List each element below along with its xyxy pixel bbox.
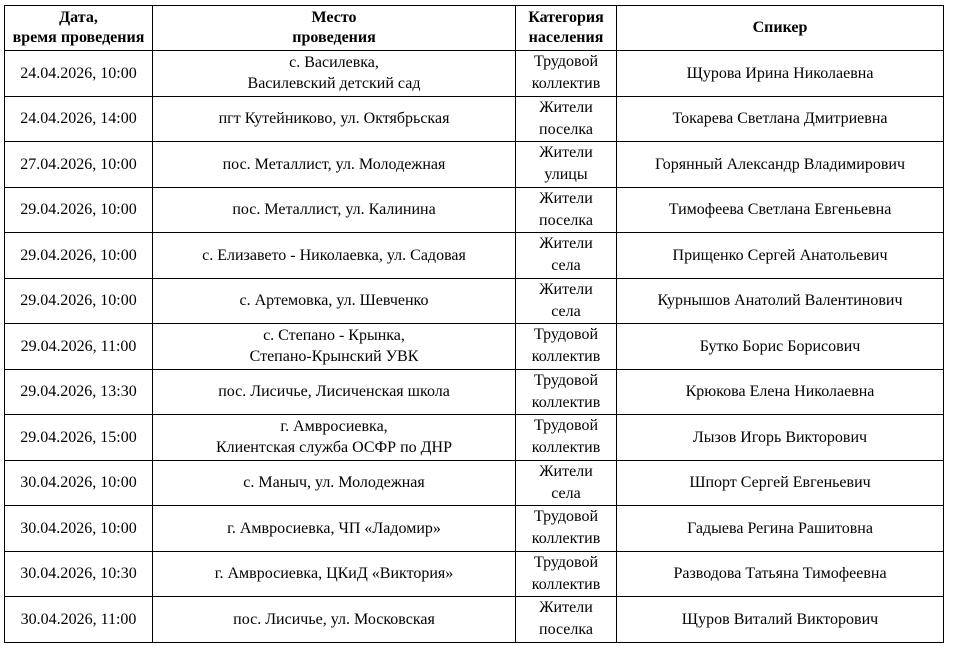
table-row <box>5 415 944 461</box>
cell-place: г. Амвросиевка, ЧП «Ладомир» <box>153 506 516 552</box>
schedule-table <box>4 5 944 643</box>
header-speaker: Спикер <box>617 6 944 51</box>
header-date: Дата, время проведения <box>5 6 153 51</box>
cell-category: Жители села <box>516 460 617 506</box>
cell-category: Трудовой коллектив <box>516 506 617 552</box>
cell-category: Жители поселка <box>516 187 617 233</box>
cell-speaker: Крюкова Елена Николаевна <box>617 369 944 415</box>
cell-speaker: Разводова Татьяна Тимофеевна <box>617 551 944 597</box>
cell-place: пос. Металлист, ул. Молодежная <box>153 142 516 188</box>
cell-category: Жители поселка <box>516 597 617 643</box>
header-category: Категория населения <box>516 6 617 51</box>
cell-place: с. Артемовка, ул. Шевченко <box>153 278 516 324</box>
cell-category: Жители улицы <box>516 142 617 188</box>
cell-place: пос. Лисичье, ул. Московская <box>153 597 516 643</box>
table-row <box>5 506 944 552</box>
cell-category: Жители села <box>516 233 617 279</box>
cell-date: 30.04.2026, 11:00 <box>5 597 153 643</box>
cell-place: пос. Лисичье, Лисиченская школа <box>153 369 516 415</box>
cell-date: 27.04.2026, 10:00 <box>5 142 153 188</box>
cell-place: с. Елизавето - Николаевка, ул. Садовая <box>153 233 516 279</box>
table-row <box>5 460 944 506</box>
cell-date: 30.04.2026, 10:00 <box>5 460 153 506</box>
cell-date: 29.04.2026, 10:00 <box>5 187 153 233</box>
table-row <box>5 187 944 233</box>
cell-date: 30.04.2026, 10:30 <box>5 551 153 597</box>
cell-date: 29.04.2026, 15:00 <box>5 415 153 461</box>
cell-date: 29.04.2026, 11:00 <box>5 324 153 370</box>
table-body <box>5 51 944 643</box>
schedule-table-container <box>4 5 944 643</box>
cell-speaker: Шпорт Сергей Евгеньевич <box>617 460 944 506</box>
cell-place: с. Степано - Крынка, Степано-Крынский УВК <box>153 324 516 370</box>
cell-category: Трудовой коллектив <box>516 369 617 415</box>
cell-speaker: Лызов Игорь Викторович <box>617 415 944 461</box>
cell-category: Трудовой коллектив <box>516 415 617 461</box>
cell-speaker: Горянный Александр Владимирович <box>617 142 944 188</box>
cell-date: 29.04.2026, 13:30 <box>5 369 153 415</box>
table-row <box>5 51 944 97</box>
cell-place: с. Василевка, Василевский детский сад <box>153 51 516 97</box>
cell-speaker: Щурова Ирина Николаевна <box>617 51 944 97</box>
cell-place: пгт Кутейниково, ул. Октябрьская <box>153 96 516 142</box>
table-row <box>5 96 944 142</box>
table-row <box>5 551 944 597</box>
table-row <box>5 597 944 643</box>
cell-date: 30.04.2026, 10:00 <box>5 506 153 552</box>
cell-speaker: Токарева Светлана Дмитриевна <box>617 96 944 142</box>
table-row <box>5 369 944 415</box>
cell-place: г. Амвросиевка, Клиентская служба ОСФР по ДНР <box>153 415 516 461</box>
header-row <box>5 6 944 51</box>
cell-category: Жители села <box>516 278 617 324</box>
table-row <box>5 233 944 279</box>
table-row <box>5 324 944 370</box>
cell-date: 24.04.2026, 10:00 <box>5 51 153 97</box>
cell-category: Трудовой коллектив <box>516 51 617 97</box>
cell-place: г. Амвросиевка, ЦКиД «Виктория» <box>153 551 516 597</box>
cell-date: 29.04.2026, 10:00 <box>5 278 153 324</box>
cell-category: Жители поселка <box>516 96 617 142</box>
cell-speaker: Курнышов Анатолий Валентинович <box>617 278 944 324</box>
cell-speaker: Тимофеева Светлана Евгеньевна <box>617 187 944 233</box>
cell-place: с. Маныч, ул. Молодежная <box>153 460 516 506</box>
cell-speaker: Щуров Виталий Викторович <box>617 597 944 643</box>
table-row <box>5 278 944 324</box>
table-row <box>5 142 944 188</box>
cell-category: Трудовой коллектив <box>516 551 617 597</box>
cell-speaker: Прищенко Сергей Анатольевич <box>617 233 944 279</box>
cell-speaker: Бутко Борис Борисович <box>617 324 944 370</box>
cell-category: Трудовой коллектив <box>516 324 617 370</box>
cell-date: 24.04.2026, 14:00 <box>5 96 153 142</box>
cell-date: 29.04.2026, 10:00 <box>5 233 153 279</box>
cell-speaker: Гадыева Регина Рашитовна <box>617 506 944 552</box>
cell-place: пос. Металлист, ул. Калинина <box>153 187 516 233</box>
header-place: Место проведения <box>153 6 516 51</box>
